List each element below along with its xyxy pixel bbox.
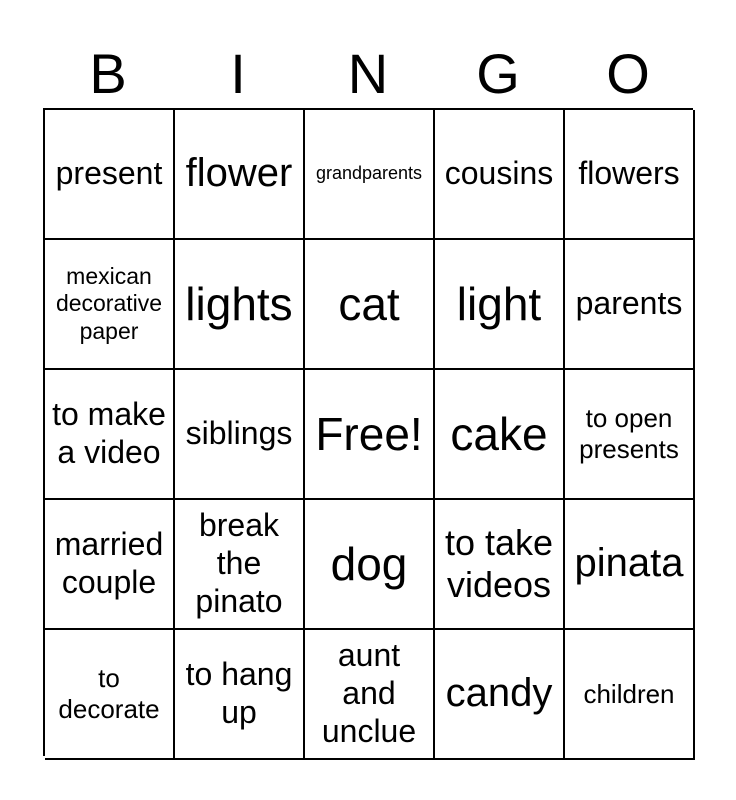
- bingo-cell-r1-c2[interactable]: flower: [175, 110, 305, 240]
- bingo-cell-r4-c3[interactable]: dog: [305, 500, 435, 630]
- bingo-cell-r2-c2[interactable]: lights: [175, 240, 305, 370]
- bingo-cell-r3-c2[interactable]: siblings: [175, 370, 305, 500]
- bingo-cell-r5-c5[interactable]: children: [565, 630, 695, 760]
- header-letter-g: G: [476, 42, 520, 105]
- bingo-cell-r1-c5[interactable]: flowers: [565, 110, 695, 240]
- header-letter-i: I: [230, 42, 246, 105]
- bingo-header: [43, 40, 693, 108]
- header-letter-b: B: [89, 42, 127, 105]
- bingo-cell-r1-c4[interactable]: cousins: [435, 110, 565, 240]
- bingo-card: [43, 108, 693, 756]
- bingo-cell-r2-c1[interactable]: mexican decorative paper: [45, 240, 175, 370]
- bingo-cell-r5-c4[interactable]: candy: [435, 630, 565, 760]
- bingo-cell-r4-c1[interactable]: married couple: [45, 500, 175, 630]
- bingo-cell-r2-c4[interactable]: light: [435, 240, 565, 370]
- bingo-cell-r1-c1[interactable]: present: [45, 110, 175, 240]
- bingo-cell-r4-c2[interactable]: break the pinato: [175, 500, 305, 630]
- header-letter-n: N: [347, 42, 389, 105]
- header-letter-o: O: [606, 42, 650, 105]
- bingo-cell-r2-c3[interactable]: cat: [305, 240, 435, 370]
- bingo-cell-r3-c3-free[interactable]: Free!: [305, 370, 435, 500]
- bingo-cell-r3-c1[interactable]: to make a video: [45, 370, 175, 500]
- bingo-cell-r4-c4[interactable]: to take videos: [435, 500, 565, 630]
- bingo-cell-r2-c5[interactable]: parents: [565, 240, 695, 370]
- bingo-cell-r3-c4[interactable]: cake: [435, 370, 565, 500]
- bingo-cell-r1-c3[interactable]: grandparents: [305, 110, 435, 240]
- bingo-cell-r5-c1[interactable]: to decorate: [45, 630, 175, 760]
- bingo-cell-r5-c2[interactable]: to hang up: [175, 630, 305, 760]
- bingo-cell-r4-c5[interactable]: pinata: [565, 500, 695, 630]
- bingo-cell-r5-c3[interactable]: aunt and unclue: [305, 630, 435, 760]
- bingo-cell-r3-c5[interactable]: to open presents: [565, 370, 695, 500]
